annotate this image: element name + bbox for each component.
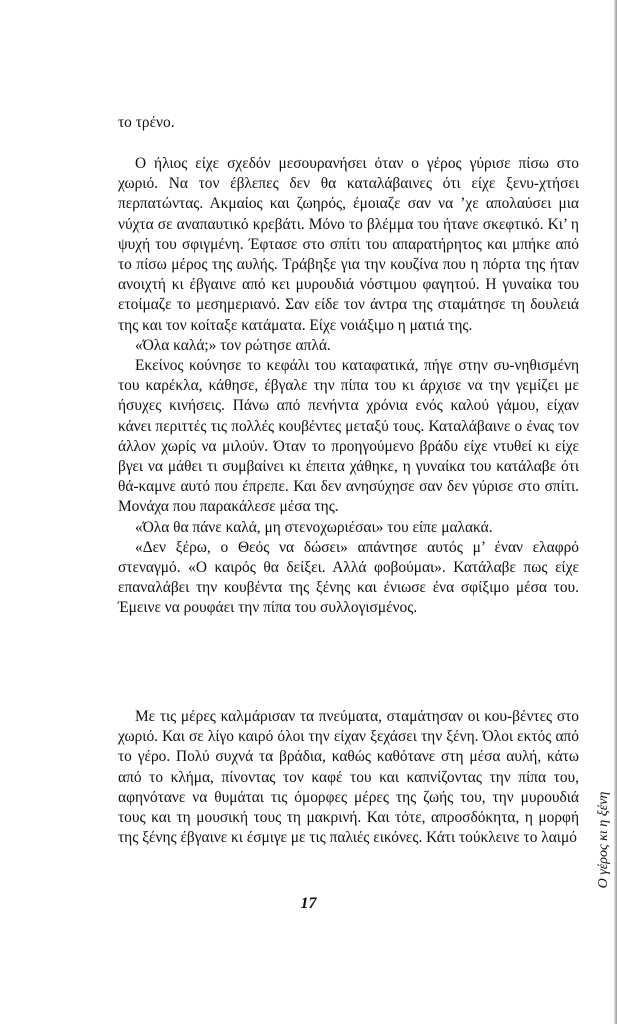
- paragraph: Με τις μέρες καλμάρισαν τα πνεύματα, σταμάτησαν οι κου-βέντες στο χωριό. Και σε λίγο καιρό όλοι την είχαν ξεχάσει την ξένη. Όλοι εκτός από το γέρο. Πολύ συχνά τα βράδια, καθώς καθότανε στη μέσα αυλή, κάτω από το κλήμα, πίνοντας τον καφέ του και καπνίζοντας την πίπα του, αφηνότανε να θυμάται τις όμορφες μέρες της ζωής του, την μυρουδιά τους και τη μουσική τους τη μακρινή. Και τότε, απροσδόκητα, η μορφή της ξένης έβγαινε κι έσμιγε με τις παλιές εικόνες. Κάτι τούκλεινε το λαιμό: [118, 708, 579, 847]
- paragraph: «Όλα καλά;» τον ρώτησε απλά.: [135, 336, 331, 354]
- continued-paragraph: [118, 113, 579, 133]
- opening-line: το τρένο.: [118, 114, 175, 131]
- paragraph: Εκείνος κούνησε το κεφάλι του καταφατικά, πήγε στην συ-νηθισμένη του καρέκλα, κάθησε, έβγαλε την πίπα του κι άρχισε να την γεμίζει με ήσυχες κινήσεις. Πάνω από πενήντα χρόνια ενός καλού γάμου, είχαν κάνει περιττές τις πολλές κουβέντες μεταξύ τους. Καταλάβαινε ο ένας τον άλλον χωρίς να μιλούν. Όταν το προηγούμενο βράδυ είχε ντυθεί κι είχε βγει να μάθει τι συμβαίνει κι έπειτα χάθηκε, η γυναίκα του κατάλαβε ότι θά-καμνε αυτό που έπρεπε. Και δεν ανησύχησε σαν δεν γύρισε στο σπίτι. Μονάχα που παρακάλεσε μέσα της.: [118, 357, 579, 516]
- page-number: 17: [300, 895, 317, 912]
- section-2: [118, 707, 579, 848]
- paragraph: «Δεν ξέρω, ο Θεός να δώσει» απάντησε αυτός μ’ έναν ελαφρό στεναγμό. «Ο καιρός θα δείξει. Αλλά φοβούμαι». Κατάλαβε πως είχε επαναλάβει την κουβέντα της ξένης και ένιωσε ένα σφίξιμο μέσα του. Έμεινε να ρουφάει την πίπα του συλλογισμένος.: [118, 538, 579, 617]
- section-1: [118, 154, 579, 619]
- paragraph: «Όλα θα πάνε καλά, μη στενοχωριέσαι» του είπε μαλακά.: [135, 518, 493, 536]
- running-head: Ο γέρος κι η ξένη: [596, 791, 611, 889]
- paragraph: Ο ήλιος είχε σχεδόν μεσουρανήσει όταν ο γέρος γύρισε πίσω στο χωριό. Να τον έβλεπες δεν θα καταλάβαινες ότι είχε ξενυ-χτήσει περπατώντας. Ακμαίος και ζωηρός, έμοιαζε σαν να ’χε απολαύσει μια νύχτα σε αναπαυτικό κρεβάτι. Μόνο το βλέμμα του ήτανε σκεφτικό. Κι’ η ψυχή του σφιγμένη. Έφτασε στο σπίτι του απαρατήρητος και μπήκε από το πίσω μέρος της αυλής. Τράβηξε για την κουζίνα που η πόρτα της ήταν ανοιχτή κι έβγαινε από κει μυρουδιά νόστιμου φαγητού. Η γυναίκα του ετοίμαζε το μεσημεριανό. Σαν είδε τον άντρα της σταμάτησε τη δουλειά της και τον κοίταξε κατάματα. Είχε νοιάξιμο η ματιά της.: [118, 155, 579, 334]
